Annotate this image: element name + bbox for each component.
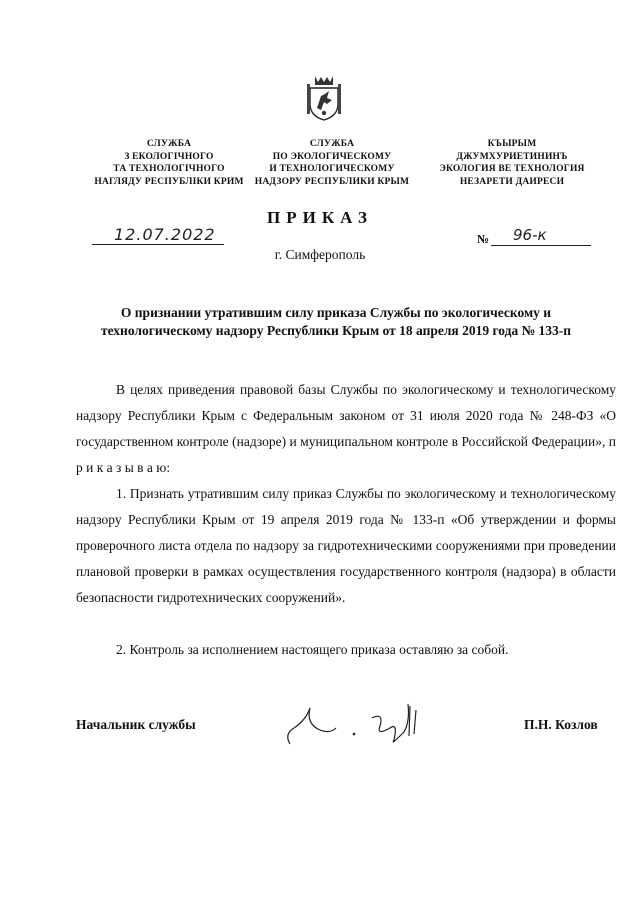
header-line: НАГЛЯДУ РЕСПУБЛІКИ КРИМ	[94, 176, 244, 187]
header-line: СЛУЖБА	[146, 139, 192, 149]
body-paragraph: 2. Контроль за исполнением настоящего приказа оставляю за собой.	[116, 642, 509, 657]
document-number: 96-к	[513, 226, 547, 244]
document-subject: О признании утратившим силу приказа Службы по экологическому и технологическому надзору Республики Крым от 18 апреля 2019 года № 133-п	[100, 305, 572, 338]
signer-position: Начальник службы	[76, 717, 196, 732]
header-line: И ТЕХНОЛОГИЧЕСКОМУ	[269, 164, 395, 174]
header-line: ПО ЭКОЛОГИЧЕСКОМУ	[272, 151, 392, 162]
header-crimean-tatar	[418, 138, 606, 188]
body-paragraph: В целях приведения правовой базы Службы по экологическому и технологическому надзору Республики Крым с Федеральным законом от 31 июля 2020 года № 248-ФЗ «О государственном контроле (надзоре) и муниципальном контроле в Российской Федерации», п р и к а з ы в а ю:	[76, 382, 616, 475]
document-title: ПРИКАЗ	[267, 208, 373, 227]
header-line: ДЖУМХУРИЕТИНИНЪ	[456, 151, 568, 162]
header-ukrainian	[76, 138, 262, 188]
crimea-coat-of-arms-icon	[306, 74, 342, 122]
signer-name: П.Н. Козлов	[524, 717, 598, 732]
document-date: 12.07.2022	[114, 225, 216, 244]
date-underline	[92, 244, 224, 245]
header-line: НЕЗАРЕТИ ДАИРЕСИ	[459, 176, 565, 187]
header-line: СЛУЖБА	[309, 139, 355, 149]
body-paragraph: 1. Признать утратившим силу приказ Службы по экологическому и технологическому надзору Республики Крым от 19 апреля 2019 года № 133-п «Об утверждении и формы проверочного листа отдела по надзору за гидротехническими сооружениями при проведении плановой проверки в рамках осуществления государственного контроля (надзора) в области безопасности гидротехнических сооружений».	[76, 486, 616, 605]
header-line: ТА ТЕХНОЛОГІЧНОГО	[113, 164, 225, 174]
header-line: НАДЗОРУ РЕСПУБЛИКИ КРЫМ	[254, 176, 410, 187]
handwritten-signature	[280, 694, 430, 754]
header-line: З ЕКОЛОГІЧНОГО	[124, 151, 214, 162]
number-label: №	[477, 232, 490, 246]
header-line: КЪЫРЫМ	[487, 139, 537, 149]
header-russian	[252, 138, 412, 188]
document-city: г. Симферополь	[274, 247, 366, 262]
number-underline	[491, 245, 591, 246]
header-line: ЭКОЛОГИЯ ВЕ ТЕХНОЛОГИЯ	[439, 164, 585, 174]
